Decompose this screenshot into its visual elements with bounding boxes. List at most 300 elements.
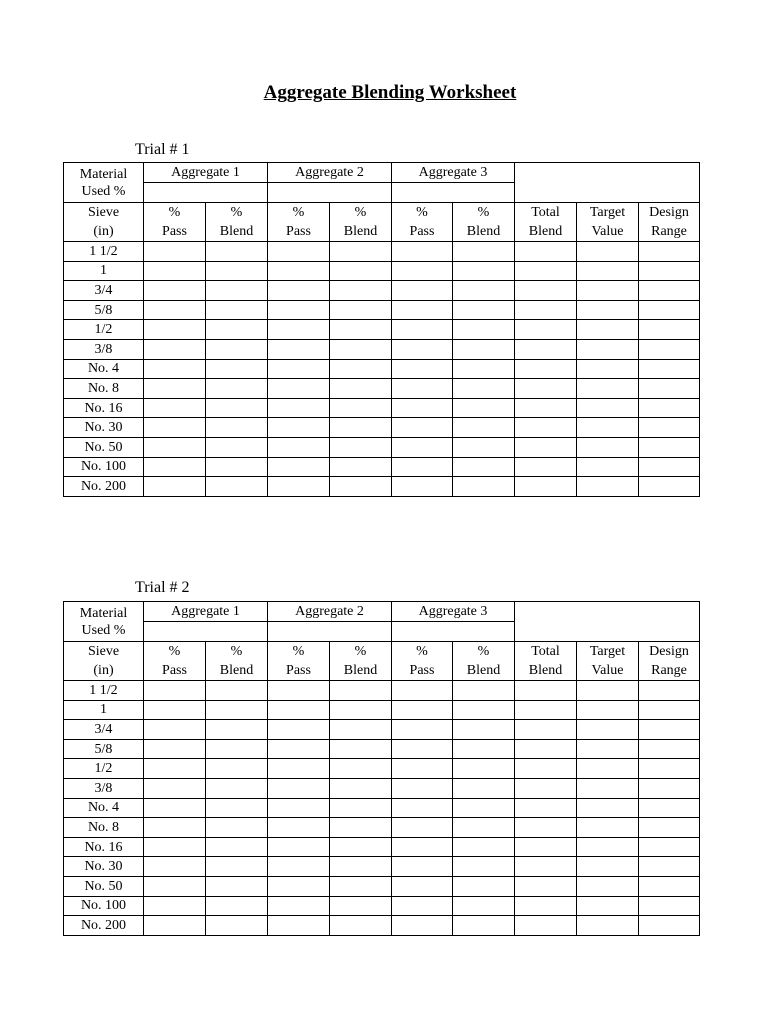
table-row bbox=[64, 700, 700, 720]
used-percent-cell[interactable] bbox=[268, 183, 392, 203]
entry-cell[interactable] bbox=[577, 739, 639, 759]
entry-cell[interactable] bbox=[577, 798, 639, 818]
entry-cell[interactable] bbox=[268, 759, 330, 779]
entry-cell[interactable] bbox=[206, 739, 268, 759]
entry-cell[interactable] bbox=[268, 896, 330, 916]
entry-cell[interactable] bbox=[453, 798, 515, 818]
entry-cell[interactable] bbox=[144, 798, 206, 818]
entry-cell[interactable] bbox=[268, 837, 330, 857]
entry-cell[interactable] bbox=[639, 437, 700, 457]
entry-cell[interactable] bbox=[639, 876, 700, 896]
material-label-line2: Used % bbox=[81, 622, 126, 638]
entry-cell[interactable] bbox=[268, 720, 330, 740]
page-title: Aggregate Blending Worksheet bbox=[263, 82, 517, 103]
entry-cell[interactable] bbox=[330, 242, 392, 262]
column-header-line1: % bbox=[354, 205, 367, 220]
entry-cell[interactable] bbox=[392, 379, 453, 399]
entry-cell[interactable] bbox=[577, 320, 639, 340]
entry-cell[interactable] bbox=[639, 916, 700, 936]
entry-cell[interactable] bbox=[330, 759, 392, 779]
entry-cell[interactable] bbox=[453, 837, 515, 857]
entry-cell[interactable] bbox=[144, 242, 206, 262]
entry-cell[interactable] bbox=[330, 857, 392, 877]
entry-cell[interactable] bbox=[330, 261, 392, 281]
entry-cell[interactable] bbox=[392, 281, 453, 301]
entry-cell[interactable] bbox=[268, 857, 330, 877]
sieve-header-line2: (in) bbox=[93, 663, 114, 678]
entry-cell[interactable] bbox=[515, 398, 577, 418]
entry-cell[interactable] bbox=[515, 300, 577, 320]
entry-cell[interactable] bbox=[577, 916, 639, 936]
entry-cell[interactable] bbox=[330, 457, 392, 477]
entry-cell[interactable] bbox=[515, 437, 577, 457]
entry-cell[interactable] bbox=[639, 798, 700, 818]
entry-cell[interactable] bbox=[392, 477, 453, 497]
entry-cell[interactable] bbox=[453, 759, 515, 779]
entry-cell[interactable] bbox=[144, 281, 206, 301]
table-row bbox=[64, 837, 700, 857]
entry-cell[interactable] bbox=[453, 778, 515, 798]
entry-cell[interactable] bbox=[453, 477, 515, 497]
entry-cell[interactable] bbox=[515, 242, 577, 262]
entry-cell[interactable] bbox=[268, 798, 330, 818]
entry-cell[interactable] bbox=[206, 320, 268, 340]
entry-cell[interactable] bbox=[639, 681, 700, 701]
sieve-size: 3/8 bbox=[64, 778, 144, 798]
entry-cell[interactable] bbox=[330, 281, 392, 301]
entry-cell[interactable] bbox=[330, 359, 392, 379]
table-row bbox=[64, 379, 700, 399]
entry-cell[interactable] bbox=[639, 778, 700, 798]
entry-cell[interactable] bbox=[392, 300, 453, 320]
entry-cell[interactable] bbox=[392, 720, 453, 740]
entry-cell[interactable] bbox=[453, 681, 515, 701]
entry-cell[interactable] bbox=[392, 739, 453, 759]
entry-cell[interactable] bbox=[453, 242, 515, 262]
entry-cell[interactable] bbox=[144, 778, 206, 798]
entry-cell[interactable] bbox=[453, 398, 515, 418]
sieve-size: No. 4 bbox=[64, 359, 144, 379]
entry-cell[interactable] bbox=[515, 896, 577, 916]
entry-cell[interactable] bbox=[330, 418, 392, 438]
entry-cell[interactable] bbox=[639, 837, 700, 857]
entry-cell[interactable] bbox=[268, 818, 330, 838]
entry-cell[interactable] bbox=[206, 379, 268, 399]
entry-cell[interactable] bbox=[206, 876, 268, 896]
entry-cell[interactable] bbox=[577, 457, 639, 477]
entry-cell[interactable] bbox=[330, 379, 392, 399]
entry-cell[interactable] bbox=[577, 700, 639, 720]
entry-cell[interactable] bbox=[144, 477, 206, 497]
sieve-header-line1: Sieve bbox=[87, 205, 120, 220]
column-header-line1: % bbox=[230, 644, 243, 659]
sieve-size: No. 100 bbox=[64, 457, 144, 477]
entry-cell[interactable] bbox=[577, 720, 639, 740]
entry-cell[interactable] bbox=[639, 896, 700, 916]
trial-2-label: Trial # 2 bbox=[135, 579, 190, 596]
used-percent-cell[interactable] bbox=[268, 622, 392, 642]
sieve-size: 1 bbox=[64, 700, 144, 720]
entry-cell[interactable] bbox=[392, 320, 453, 340]
entry-cell[interactable] bbox=[453, 857, 515, 877]
entry-cell[interactable] bbox=[515, 457, 577, 477]
column-header bbox=[392, 642, 453, 681]
column-header-line2: Blend bbox=[466, 663, 501, 678]
entry-cell[interactable] bbox=[206, 681, 268, 701]
entry-cell[interactable] bbox=[206, 778, 268, 798]
entry-cell[interactable] bbox=[268, 681, 330, 701]
entry-cell[interactable] bbox=[392, 876, 453, 896]
entry-cell[interactable] bbox=[453, 359, 515, 379]
column-header bbox=[206, 203, 268, 242]
entry-cell[interactable] bbox=[639, 759, 700, 779]
entry-cell[interactable] bbox=[144, 261, 206, 281]
entry-cell[interactable] bbox=[144, 681, 206, 701]
sieve-size: 1/2 bbox=[64, 759, 144, 779]
entry-cell[interactable] bbox=[392, 242, 453, 262]
column-header-line2: Blend bbox=[528, 224, 563, 239]
entry-cell[interactable] bbox=[639, 457, 700, 477]
entry-cell[interactable] bbox=[330, 818, 392, 838]
entry-cell[interactable] bbox=[268, 300, 330, 320]
entry-cell[interactable] bbox=[453, 300, 515, 320]
column-header-line1: % bbox=[416, 205, 428, 220]
entry-cell[interactable] bbox=[392, 700, 453, 720]
entry-cell[interactable] bbox=[144, 720, 206, 740]
entry-cell[interactable] bbox=[515, 818, 577, 838]
entry-cell[interactable] bbox=[144, 759, 206, 779]
entry-cell[interactable] bbox=[330, 778, 392, 798]
entry-cell[interactable] bbox=[144, 818, 206, 838]
entry-cell[interactable] bbox=[144, 876, 206, 896]
entry-cell[interactable] bbox=[206, 359, 268, 379]
entry-cell[interactable] bbox=[268, 379, 330, 399]
entry-cell[interactable] bbox=[639, 739, 700, 759]
material-row bbox=[64, 602, 700, 622]
entry-cell[interactable] bbox=[639, 379, 700, 399]
entry-cell[interactable] bbox=[144, 418, 206, 438]
entry-cell[interactable] bbox=[577, 242, 639, 262]
entry-cell[interactable] bbox=[577, 896, 639, 916]
entry-cell[interactable] bbox=[144, 379, 206, 399]
entry-cell[interactable] bbox=[453, 339, 515, 359]
column-header-line1: Target bbox=[589, 644, 626, 659]
entry-cell[interactable] bbox=[453, 916, 515, 936]
entry-cell[interactable] bbox=[639, 242, 700, 262]
entry-cell[interactable] bbox=[639, 300, 700, 320]
entry-cell[interactable] bbox=[577, 876, 639, 896]
entry-cell[interactable] bbox=[206, 916, 268, 936]
entry-cell[interactable] bbox=[577, 339, 639, 359]
column-header bbox=[515, 203, 577, 242]
entry-cell[interactable] bbox=[639, 700, 700, 720]
entry-cell[interactable] bbox=[577, 681, 639, 701]
entry-cell[interactable] bbox=[577, 818, 639, 838]
entry-cell[interactable] bbox=[268, 418, 330, 438]
sieve-size: 1 1/2 bbox=[64, 681, 144, 701]
entry-cell[interactable] bbox=[453, 418, 515, 438]
entry-cell[interactable] bbox=[330, 300, 392, 320]
entry-cell[interactable] bbox=[639, 261, 700, 281]
entry-cell[interactable] bbox=[392, 916, 453, 936]
sieve-size: No. 16 bbox=[64, 837, 144, 857]
entry-cell[interactable] bbox=[268, 437, 330, 457]
entry-cell[interactable] bbox=[330, 398, 392, 418]
entry-cell[interactable] bbox=[639, 720, 700, 740]
table-row bbox=[64, 916, 700, 936]
entry-cell[interactable] bbox=[392, 857, 453, 877]
entry-cell[interactable] bbox=[392, 437, 453, 457]
entry-cell[interactable] bbox=[392, 261, 453, 281]
material-row bbox=[64, 163, 700, 183]
entry-cell[interactable] bbox=[577, 359, 639, 379]
entry-cell[interactable] bbox=[392, 359, 453, 379]
entry-cell[interactable] bbox=[392, 818, 453, 838]
entry-cell[interactable] bbox=[268, 359, 330, 379]
sieve-size: No. 30 bbox=[64, 418, 144, 438]
entry-cell[interactable] bbox=[144, 700, 206, 720]
entry-cell[interactable] bbox=[453, 700, 515, 720]
entry-cell[interactable] bbox=[453, 720, 515, 740]
column-header-line2: Blend bbox=[219, 663, 254, 678]
entry-cell[interactable] bbox=[330, 739, 392, 759]
entry-cell[interactable] bbox=[515, 876, 577, 896]
entry-cell[interactable] bbox=[515, 759, 577, 779]
entry-cell[interactable] bbox=[144, 857, 206, 877]
entry-cell[interactable] bbox=[639, 339, 700, 359]
entry-cell[interactable] bbox=[577, 477, 639, 497]
entry-cell[interactable] bbox=[515, 798, 577, 818]
entry-cell[interactable] bbox=[639, 359, 700, 379]
entry-cell[interactable] bbox=[392, 837, 453, 857]
entry-cell[interactable] bbox=[144, 320, 206, 340]
entry-cell[interactable] bbox=[206, 437, 268, 457]
entry-cell[interactable] bbox=[144, 339, 206, 359]
entry-cell[interactable] bbox=[206, 798, 268, 818]
entry-cell[interactable] bbox=[453, 379, 515, 399]
entry-cell[interactable] bbox=[206, 242, 268, 262]
sieve-size: 5/8 bbox=[64, 300, 144, 320]
sieve-header bbox=[64, 203, 144, 242]
entry-cell[interactable] bbox=[515, 320, 577, 340]
material-used-label bbox=[64, 163, 144, 203]
entry-cell[interactable] bbox=[577, 281, 639, 301]
entry-cell[interactable] bbox=[330, 339, 392, 359]
entry-cell[interactable] bbox=[515, 359, 577, 379]
sieve-size: 1 1/2 bbox=[64, 242, 144, 262]
entry-cell[interactable] bbox=[577, 778, 639, 798]
sieve-size: 3/4 bbox=[64, 720, 144, 740]
entry-cell[interactable] bbox=[330, 896, 392, 916]
entry-cell[interactable] bbox=[268, 876, 330, 896]
entry-cell[interactable] bbox=[206, 720, 268, 740]
entry-cell[interactable] bbox=[206, 398, 268, 418]
entry-cell[interactable] bbox=[330, 320, 392, 340]
entry-cell[interactable] bbox=[268, 242, 330, 262]
entry-cell[interactable] bbox=[577, 398, 639, 418]
entry-cell[interactable] bbox=[577, 857, 639, 877]
column-header-line1: % bbox=[292, 644, 305, 659]
entry-cell[interactable] bbox=[577, 759, 639, 779]
entry-cell[interactable] bbox=[515, 477, 577, 497]
used-percent-cell[interactable] bbox=[392, 183, 515, 203]
used-percent-cell[interactable] bbox=[144, 622, 268, 642]
entry-cell[interactable] bbox=[639, 418, 700, 438]
entry-cell[interactable] bbox=[206, 759, 268, 779]
entry-cell[interactable] bbox=[330, 798, 392, 818]
entry-cell[interactable] bbox=[330, 477, 392, 497]
entry-cell[interactable] bbox=[515, 916, 577, 936]
entry-cell[interactable] bbox=[144, 916, 206, 936]
entry-cell[interactable] bbox=[639, 398, 700, 418]
entry-cell[interactable] bbox=[453, 261, 515, 281]
entry-cell[interactable] bbox=[206, 300, 268, 320]
entry-cell[interactable] bbox=[515, 418, 577, 438]
column-header-line2: Value bbox=[591, 663, 624, 678]
entry-cell[interactable] bbox=[639, 281, 700, 301]
entry-cell[interactable] bbox=[453, 281, 515, 301]
sieve-size: 1/2 bbox=[64, 320, 144, 340]
entry-cell[interactable] bbox=[453, 876, 515, 896]
table-row bbox=[64, 876, 700, 896]
entry-cell[interactable] bbox=[515, 261, 577, 281]
entry-cell[interactable] bbox=[453, 457, 515, 477]
entry-cell[interactable] bbox=[268, 281, 330, 301]
entry-cell[interactable] bbox=[330, 916, 392, 936]
entry-cell[interactable] bbox=[453, 896, 515, 916]
entry-cell[interactable] bbox=[515, 778, 577, 798]
entry-cell[interactable] bbox=[515, 720, 577, 740]
entry-cell[interactable] bbox=[206, 261, 268, 281]
entry-cell[interactable] bbox=[392, 398, 453, 418]
entry-cell[interactable] bbox=[206, 418, 268, 438]
used-percent-cell[interactable] bbox=[392, 622, 515, 642]
entry-cell[interactable] bbox=[268, 320, 330, 340]
entry-cell[interactable] bbox=[392, 418, 453, 438]
column-header-line1: Design bbox=[649, 644, 689, 659]
entry-cell[interactable] bbox=[206, 457, 268, 477]
column-header-line1: Total bbox=[531, 644, 560, 659]
entry-cell[interactable] bbox=[392, 778, 453, 798]
entry-cell[interactable] bbox=[268, 700, 330, 720]
table-row bbox=[64, 281, 700, 301]
column-header-row bbox=[64, 642, 700, 681]
entry-cell[interactable] bbox=[515, 837, 577, 857]
entry-cell[interactable] bbox=[206, 857, 268, 877]
sieve-size: No. 8 bbox=[64, 818, 144, 838]
column-header-line1: Target bbox=[589, 205, 626, 220]
entry-cell[interactable] bbox=[330, 437, 392, 457]
entry-cell[interactable] bbox=[515, 739, 577, 759]
entry-cell[interactable] bbox=[330, 876, 392, 896]
entry-cell[interactable] bbox=[144, 896, 206, 916]
column-header bbox=[268, 203, 330, 242]
entry-cell[interactable] bbox=[268, 261, 330, 281]
entry-cell[interactable] bbox=[515, 857, 577, 877]
entry-cell[interactable] bbox=[577, 418, 639, 438]
sieve-size: No. 200 bbox=[64, 916, 144, 936]
entry-cell[interactable] bbox=[515, 339, 577, 359]
entry-cell[interactable] bbox=[144, 457, 206, 477]
entry-cell[interactable] bbox=[453, 437, 515, 457]
entry-cell[interactable] bbox=[144, 398, 206, 418]
entry-cell[interactable] bbox=[268, 477, 330, 497]
column-header-line2: Value bbox=[591, 224, 624, 239]
sieve-size: No. 4 bbox=[64, 798, 144, 818]
entry-cell[interactable] bbox=[268, 778, 330, 798]
entry-cell[interactable] bbox=[268, 916, 330, 936]
entry-cell[interactable] bbox=[639, 477, 700, 497]
column-header bbox=[639, 203, 700, 242]
blank-header-cell bbox=[515, 163, 700, 183]
entry-cell[interactable] bbox=[639, 818, 700, 838]
entry-cell[interactable] bbox=[206, 896, 268, 916]
entry-cell[interactable] bbox=[144, 837, 206, 857]
entry-cell[interactable] bbox=[392, 681, 453, 701]
entry-cell[interactable] bbox=[330, 681, 392, 701]
entry-cell[interactable] bbox=[453, 320, 515, 340]
entry-cell[interactable] bbox=[268, 398, 330, 418]
entry-cell[interactable] bbox=[392, 896, 453, 916]
sieve-size: No. 50 bbox=[64, 437, 144, 457]
entry-cell[interactable] bbox=[144, 739, 206, 759]
column-header bbox=[144, 203, 206, 242]
entry-cell[interactable] bbox=[206, 700, 268, 720]
entry-cell[interactable] bbox=[144, 437, 206, 457]
entry-cell[interactable] bbox=[268, 739, 330, 759]
entry-cell[interactable] bbox=[144, 300, 206, 320]
entry-cell[interactable] bbox=[515, 281, 577, 301]
aggregate-header: Aggregate 1 bbox=[144, 602, 268, 622]
table-row bbox=[64, 818, 700, 838]
entry-cell[interactable] bbox=[515, 681, 577, 701]
entry-cell[interactable] bbox=[268, 339, 330, 359]
column-header-line2: Range bbox=[651, 224, 687, 239]
entry-cell[interactable] bbox=[392, 798, 453, 818]
column-header-line2: Range bbox=[651, 663, 687, 678]
entry-cell[interactable] bbox=[577, 837, 639, 857]
used-percent-cell[interactable] bbox=[144, 183, 268, 203]
table-row bbox=[64, 339, 700, 359]
entry-cell[interactable] bbox=[639, 320, 700, 340]
entry-cell[interactable] bbox=[330, 837, 392, 857]
entry-cell[interactable] bbox=[392, 339, 453, 359]
entry-cell[interactable] bbox=[577, 379, 639, 399]
sieve-size: 3/4 bbox=[64, 281, 144, 301]
entry-cell[interactable] bbox=[639, 857, 700, 877]
entry-cell[interactable] bbox=[206, 281, 268, 301]
entry-cell[interactable] bbox=[577, 437, 639, 457]
entry-cell[interactable] bbox=[453, 818, 515, 838]
entry-cell[interactable] bbox=[392, 759, 453, 779]
table-row bbox=[64, 261, 700, 281]
entry-cell[interactable] bbox=[206, 818, 268, 838]
entry-cell[interactable] bbox=[206, 477, 268, 497]
aggregate-header: Aggregate 3 bbox=[392, 602, 515, 622]
entry-cell[interactable] bbox=[330, 720, 392, 740]
entry-cell[interactable] bbox=[144, 359, 206, 379]
entry-cell[interactable] bbox=[453, 739, 515, 759]
entry-cell[interactable] bbox=[577, 261, 639, 281]
entry-cell[interactable] bbox=[577, 300, 639, 320]
entry-cell[interactable] bbox=[515, 700, 577, 720]
entry-cell[interactable] bbox=[392, 457, 453, 477]
entry-cell[interactable] bbox=[330, 700, 392, 720]
entry-cell[interactable] bbox=[268, 457, 330, 477]
entry-cell[interactable] bbox=[515, 379, 577, 399]
entry-cell[interactable] bbox=[206, 837, 268, 857]
entry-cell[interactable] bbox=[206, 339, 268, 359]
